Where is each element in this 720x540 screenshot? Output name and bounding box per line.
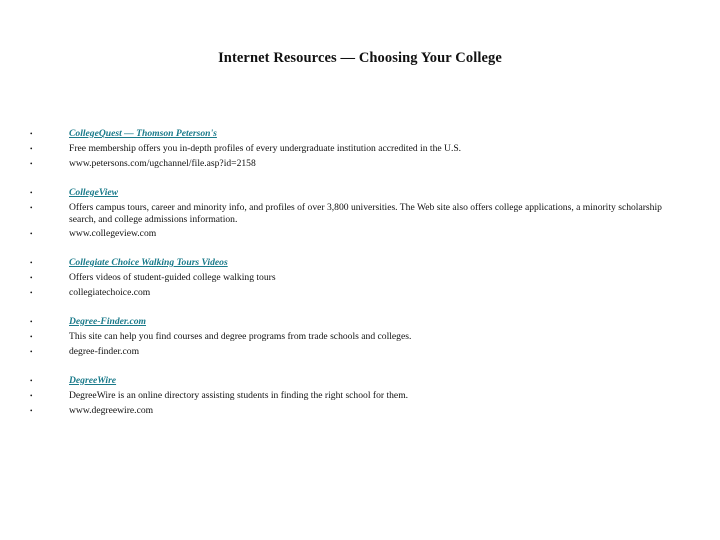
list-item <box>30 287 670 301</box>
resource-group <box>30 257 670 301</box>
bullet-icon: • <box>30 347 33 356</box>
bullet-icon: • <box>30 376 33 385</box>
resource-link[interactable]: Collegiate Choice Walking Tours Videos <box>69 256 228 268</box>
resource-description: DegreeWire is an online directory assisting students in finding the right school for them. <box>69 389 409 401</box>
bullet-icon: • <box>30 229 33 238</box>
list-item <box>30 202 670 227</box>
list-item <box>30 331 670 345</box>
resource-link[interactable]: Degree-Finder.com <box>69 315 147 327</box>
resource-group <box>30 316 670 360</box>
resource-group <box>30 128 670 172</box>
resource-group <box>30 375 670 419</box>
resource-url: degree-finder.com <box>69 345 140 357</box>
resource-group <box>30 187 670 242</box>
bullet-icon: • <box>30 204 33 212</box>
resource-url: www.degreewire.com <box>69 404 154 416</box>
resource-url: www.collegeview.com <box>69 227 157 239</box>
resource-description: This site can help you find courses and degree programs from trade schools and colleges. <box>69 330 412 342</box>
list-item <box>30 390 670 404</box>
resource-list <box>30 128 670 434</box>
bullet-icon: • <box>30 317 33 326</box>
bullet-icon: • <box>30 130 33 138</box>
bullet-icon: • <box>30 258 33 267</box>
resource-link[interactable]: CollegeView <box>69 187 119 198</box>
list-item <box>30 375 670 389</box>
resource-description: Free membership offers you in-depth profiles of every undergraduate institution accredited in the U.S. <box>69 143 462 154</box>
resource-url: www.petersons.com/ugchannel/file.asp?id=2158 <box>69 158 256 169</box>
list-item <box>30 257 670 271</box>
list-item <box>30 405 670 419</box>
resource-url: collegiatechoice.com <box>69 286 151 298</box>
bullet-icon: • <box>30 145 33 153</box>
bullet-icon: • <box>30 288 33 297</box>
resource-description: Offers campus tours, career and minority info, and profiles of over 3,800 universities. The Web site also offers college applications, a minority scholarship search, and college admissions information. <box>69 202 662 226</box>
page-title: Internet Resources — Choosing Your College <box>218 50 502 66</box>
bullet-icon: • <box>30 391 33 400</box>
list-item <box>30 346 670 360</box>
list-item <box>30 228 670 242</box>
resource-link[interactable]: DegreeWire <box>69 374 117 386</box>
bullet-icon: • <box>30 189 33 197</box>
list-item <box>30 272 670 286</box>
bullet-icon: • <box>30 332 33 341</box>
resource-link[interactable]: CollegeQuest — Thomson Peterson's <box>69 128 217 139</box>
list-item <box>30 158 670 172</box>
bullet-icon: • <box>30 406 33 415</box>
resource-description: Offers videos of student-guided college walking tours <box>69 271 276 283</box>
bullet-icon: • <box>30 160 33 168</box>
list-item <box>30 187 670 201</box>
list-item <box>30 128 670 142</box>
bullet-icon: • <box>30 273 33 282</box>
list-item <box>30 143 670 157</box>
list-item <box>30 316 670 330</box>
